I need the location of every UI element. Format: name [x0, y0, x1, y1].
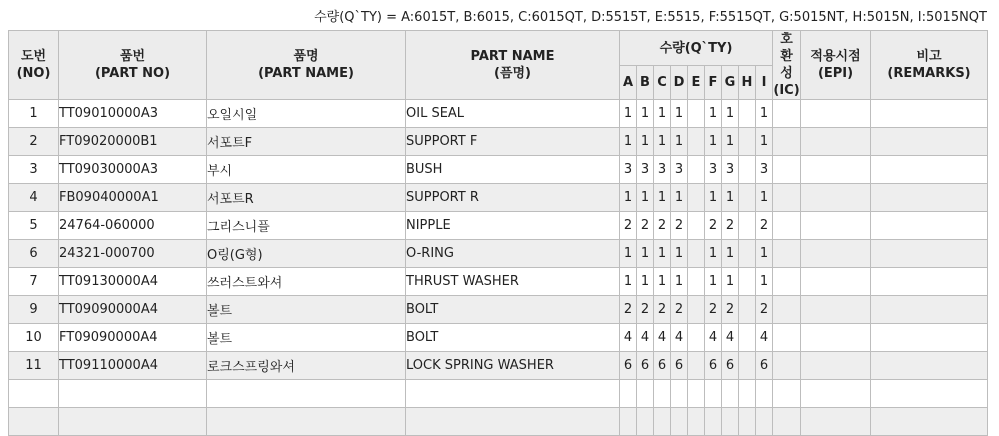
qty-a-cell: 3 — [620, 156, 637, 184]
qty-e-cell — [688, 128, 705, 156]
qty-b-cell — [637, 408, 654, 436]
row-no: 6 — [9, 240, 59, 268]
part-name-en-cell: BUSH — [406, 156, 620, 184]
header-qty: 수량(Q`TY) — [620, 31, 773, 66]
qty-h-cell — [739, 352, 756, 380]
part-name-en-cell: BOLT — [406, 324, 620, 352]
header-part-name-kr: 품명 (PART NAME) — [207, 31, 406, 100]
epi-cell — [801, 380, 871, 408]
ic-cell — [773, 408, 801, 436]
remarks-cell — [871, 100, 988, 128]
qty-legend: 수량(Q`TY) = A:6015T, B:6015, C:6015QT, D:5515T, E:5515, F:5515QT, G:5015NT, H:5015N, I:5015NQT — [314, 10, 987, 25]
qty-a-cell — [620, 408, 637, 436]
part-name-kr-cell: 부시 — [207, 156, 406, 184]
qty-a-cell: 2 — [620, 296, 637, 324]
epi-cell — [801, 324, 871, 352]
part-no-cell: TT09090000A4 — [59, 296, 207, 324]
qty-a-cell: 1 — [620, 128, 637, 156]
qty-d-cell — [671, 380, 688, 408]
remarks-cell — [871, 212, 988, 240]
qty-h-cell — [739, 156, 756, 184]
qty-g-cell: 4 — [722, 324, 739, 352]
qty-d-cell: 1 — [671, 268, 688, 296]
remarks-cell — [871, 408, 988, 436]
qty-h-cell — [739, 268, 756, 296]
part-no-cell: 24764-060000 — [59, 212, 207, 240]
header-qty-e: E — [688, 66, 705, 100]
table-row-empty — [9, 380, 988, 408]
part-no-cell — [59, 408, 207, 436]
part-name-en-cell: BOLT — [406, 296, 620, 324]
qty-g-cell: 1 — [722, 100, 739, 128]
part-no-cell: 24321-000700 — [59, 240, 207, 268]
part-name-en-cell — [406, 408, 620, 436]
qty-b-cell: 1 — [637, 240, 654, 268]
row-no: 2 — [9, 128, 59, 156]
qty-a-cell: 1 — [620, 268, 637, 296]
qty-b-cell: 2 — [637, 296, 654, 324]
qty-c-cell: 1 — [654, 240, 671, 268]
qty-a-cell: 6 — [620, 352, 637, 380]
table-row-empty — [9, 408, 988, 436]
part-no-cell: TT09130000A4 — [59, 268, 207, 296]
part-no-cell: FT09090000A4 — [59, 324, 207, 352]
header-epi: 적용시점 (EPI) — [801, 31, 871, 100]
qty-g-cell: 2 — [722, 212, 739, 240]
qty-g-cell: 1 — [722, 268, 739, 296]
qty-e-cell — [688, 240, 705, 268]
qty-d-cell: 2 — [671, 296, 688, 324]
part-name-en-cell: NIPPLE — [406, 212, 620, 240]
part-name-kr-cell — [207, 408, 406, 436]
qty-b-cell: 1 — [637, 128, 654, 156]
header-qty-i: I — [756, 66, 773, 100]
qty-i-cell — [756, 380, 773, 408]
qty-d-cell — [671, 408, 688, 436]
ic-cell — [773, 296, 801, 324]
header-qty-h: H — [739, 66, 756, 100]
qty-c-cell: 2 — [654, 212, 671, 240]
qty-f-cell: 2 — [705, 212, 722, 240]
qty-h-cell — [739, 184, 756, 212]
table-row — [9, 268, 988, 296]
qty-a-cell: 1 — [620, 100, 637, 128]
qty-h-cell — [739, 128, 756, 156]
row-no: 1 — [9, 100, 59, 128]
epi-cell — [801, 128, 871, 156]
qty-f-cell: 1 — [705, 184, 722, 212]
qty-g-cell — [722, 408, 739, 436]
qty-g-cell: 1 — [722, 240, 739, 268]
qty-e-cell — [688, 380, 705, 408]
part-no-cell: TT09110000A4 — [59, 352, 207, 380]
qty-i-cell: 1 — [756, 128, 773, 156]
header-ic: 호 환 성 (IC) — [773, 32, 800, 98]
qty-b-cell — [637, 380, 654, 408]
part-no-cell: FB09040000A1 — [59, 184, 207, 212]
header-qty-b: B — [637, 66, 654, 100]
qty-i-cell: 1 — [756, 100, 773, 128]
qty-i-cell: 6 — [756, 352, 773, 380]
ic-cell — [773, 156, 801, 184]
part-name-kr-cell: 서포트R — [207, 184, 406, 212]
qty-e-cell — [688, 212, 705, 240]
qty-f-cell — [705, 408, 722, 436]
epi-cell — [801, 156, 871, 184]
table-row — [9, 296, 988, 324]
part-name-kr-cell: O링(G형) — [207, 240, 406, 268]
row-no — [9, 408, 59, 436]
header-qty-f: F — [705, 66, 722, 100]
ic-cell — [773, 212, 801, 240]
qty-i-cell: 2 — [756, 296, 773, 324]
remarks-cell — [871, 156, 988, 184]
part-name-kr-cell: 그리스니플 — [207, 212, 406, 240]
part-no-cell: TT09010000A3 — [59, 100, 207, 128]
qty-h-cell — [739, 324, 756, 352]
part-name-en-cell: SUPPORT F — [406, 128, 620, 156]
epi-cell — [801, 296, 871, 324]
header-qty-a: A — [620, 66, 637, 100]
table-row — [9, 240, 988, 268]
part-name-kr-cell: 오일시일 — [207, 100, 406, 128]
qty-b-cell: 4 — [637, 324, 654, 352]
remarks-cell — [871, 184, 988, 212]
part-no-cell: TT09030000A3 — [59, 156, 207, 184]
table-row — [9, 184, 988, 212]
qty-d-cell: 1 — [671, 100, 688, 128]
qty-g-cell: 3 — [722, 156, 739, 184]
header-qty-g: G — [722, 66, 739, 100]
part-name-en-cell: O-RING — [406, 240, 620, 268]
epi-cell — [801, 240, 871, 268]
qty-i-cell: 1 — [756, 240, 773, 268]
qty-i-cell: 3 — [756, 156, 773, 184]
qty-c-cell: 6 — [654, 352, 671, 380]
qty-d-cell: 2 — [671, 212, 688, 240]
row-no: 10 — [9, 324, 59, 352]
qty-d-cell: 1 — [671, 184, 688, 212]
remarks-cell — [871, 268, 988, 296]
qty-f-cell: 1 — [705, 100, 722, 128]
ic-cell — [773, 128, 801, 156]
part-name-kr-cell: 볼트 — [207, 324, 406, 352]
qty-b-cell: 1 — [637, 100, 654, 128]
qty-i-cell: 1 — [756, 184, 773, 212]
header-qty-d: D — [671, 66, 688, 100]
row-no: 9 — [9, 296, 59, 324]
part-name-en-cell — [406, 380, 620, 408]
header-qty-c: C — [654, 66, 671, 100]
part-name-kr-cell — [207, 380, 406, 408]
qty-g-cell: 2 — [722, 296, 739, 324]
qty-h-cell — [739, 240, 756, 268]
table-row — [9, 212, 988, 240]
qty-c-cell: 2 — [654, 296, 671, 324]
qty-f-cell: 1 — [705, 240, 722, 268]
table-row — [9, 352, 988, 380]
qty-c-cell: 1 — [654, 100, 671, 128]
remarks-cell — [871, 380, 988, 408]
qty-g-cell: 1 — [722, 128, 739, 156]
qty-h-cell — [739, 380, 756, 408]
qty-h-cell — [739, 296, 756, 324]
qty-g-cell: 6 — [722, 352, 739, 380]
qty-a-cell — [620, 380, 637, 408]
qty-g-cell: 1 — [722, 184, 739, 212]
epi-cell — [801, 268, 871, 296]
qty-a-cell: 1 — [620, 240, 637, 268]
row-no: 5 — [9, 212, 59, 240]
qty-c-cell: 1 — [654, 184, 671, 212]
qty-f-cell: 1 — [705, 268, 722, 296]
ic-cell — [773, 184, 801, 212]
ic-cell — [773, 268, 801, 296]
qty-c-cell — [654, 380, 671, 408]
part-name-kr-cell: 쓰러스트와셔 — [207, 268, 406, 296]
qty-i-cell: 1 — [756, 268, 773, 296]
qty-f-cell: 4 — [705, 324, 722, 352]
header-no: 도번 (NO) — [9, 31, 59, 100]
row-no: 4 — [9, 184, 59, 212]
part-name-en-cell: LOCK SPRING WASHER — [406, 352, 620, 380]
part-name-en-cell: SUPPORT R — [406, 184, 620, 212]
parts-table — [8, 30, 988, 436]
qty-b-cell: 1 — [637, 184, 654, 212]
qty-d-cell: 3 — [671, 156, 688, 184]
qty-c-cell: 3 — [654, 156, 671, 184]
remarks-cell — [871, 296, 988, 324]
ic-cell — [773, 100, 801, 128]
qty-a-cell: 4 — [620, 324, 637, 352]
remarks-cell — [871, 324, 988, 352]
qty-c-cell: 1 — [654, 268, 671, 296]
qty-c-cell — [654, 408, 671, 436]
header-remarks: 비고 (REMARKS) — [871, 31, 988, 100]
remarks-cell — [871, 352, 988, 380]
table-row — [9, 100, 988, 128]
epi-cell — [801, 212, 871, 240]
epi-cell — [801, 184, 871, 212]
qty-b-cell: 6 — [637, 352, 654, 380]
row-no: 11 — [9, 352, 59, 380]
part-no-cell — [59, 380, 207, 408]
part-name-kr-cell: 로크스프링와셔 — [207, 352, 406, 380]
qty-f-cell: 1 — [705, 128, 722, 156]
ic-cell — [773, 352, 801, 380]
row-no: 3 — [9, 156, 59, 184]
qty-e-cell — [688, 268, 705, 296]
part-no-cell: FT09020000B1 — [59, 128, 207, 156]
qty-f-cell: 3 — [705, 156, 722, 184]
qty-g-cell — [722, 380, 739, 408]
qty-d-cell: 1 — [671, 128, 688, 156]
part-name-kr-cell: 볼트 — [207, 296, 406, 324]
parts-table-body — [9, 100, 988, 436]
qty-e-cell — [688, 100, 705, 128]
qty-e-cell — [688, 184, 705, 212]
qty-f-cell — [705, 380, 722, 408]
epi-cell — [801, 352, 871, 380]
qty-c-cell: 4 — [654, 324, 671, 352]
part-name-en-cell: THRUST WASHER — [406, 268, 620, 296]
qty-i-cell — [756, 408, 773, 436]
qty-i-cell: 2 — [756, 212, 773, 240]
qty-e-cell — [688, 324, 705, 352]
remarks-cell — [871, 128, 988, 156]
qty-d-cell: 6 — [671, 352, 688, 380]
ic-cell — [773, 324, 801, 352]
qty-b-cell: 2 — [637, 212, 654, 240]
qty-e-cell — [688, 156, 705, 184]
qty-b-cell: 3 — [637, 156, 654, 184]
remarks-cell — [871, 240, 988, 268]
table-row — [9, 324, 988, 352]
ic-cell — [773, 240, 801, 268]
qty-c-cell: 1 — [654, 128, 671, 156]
qty-f-cell: 6 — [705, 352, 722, 380]
epi-cell — [801, 408, 871, 436]
qty-f-cell: 2 — [705, 296, 722, 324]
ic-cell — [773, 380, 801, 408]
row-no: 7 — [9, 268, 59, 296]
qty-d-cell: 1 — [671, 240, 688, 268]
row-no — [9, 380, 59, 408]
qty-e-cell — [688, 408, 705, 436]
qty-b-cell: 1 — [637, 268, 654, 296]
qty-h-cell — [739, 408, 756, 436]
qty-e-cell — [688, 296, 705, 324]
header-part-no: 품번 (PART NO) — [59, 31, 207, 100]
qty-d-cell: 4 — [671, 324, 688, 352]
qty-a-cell: 2 — [620, 212, 637, 240]
table-row — [9, 156, 988, 184]
header-part-name-en: PART NAME (픔명) — [406, 31, 620, 100]
qty-a-cell: 1 — [620, 184, 637, 212]
qty-i-cell: 4 — [756, 324, 773, 352]
qty-h-cell — [739, 100, 756, 128]
qty-e-cell — [688, 352, 705, 380]
part-name-kr-cell: 서포트F — [207, 128, 406, 156]
part-name-en-cell: OIL SEAL — [406, 100, 620, 128]
qty-h-cell — [739, 212, 756, 240]
table-row — [9, 128, 988, 156]
epi-cell — [801, 100, 871, 128]
